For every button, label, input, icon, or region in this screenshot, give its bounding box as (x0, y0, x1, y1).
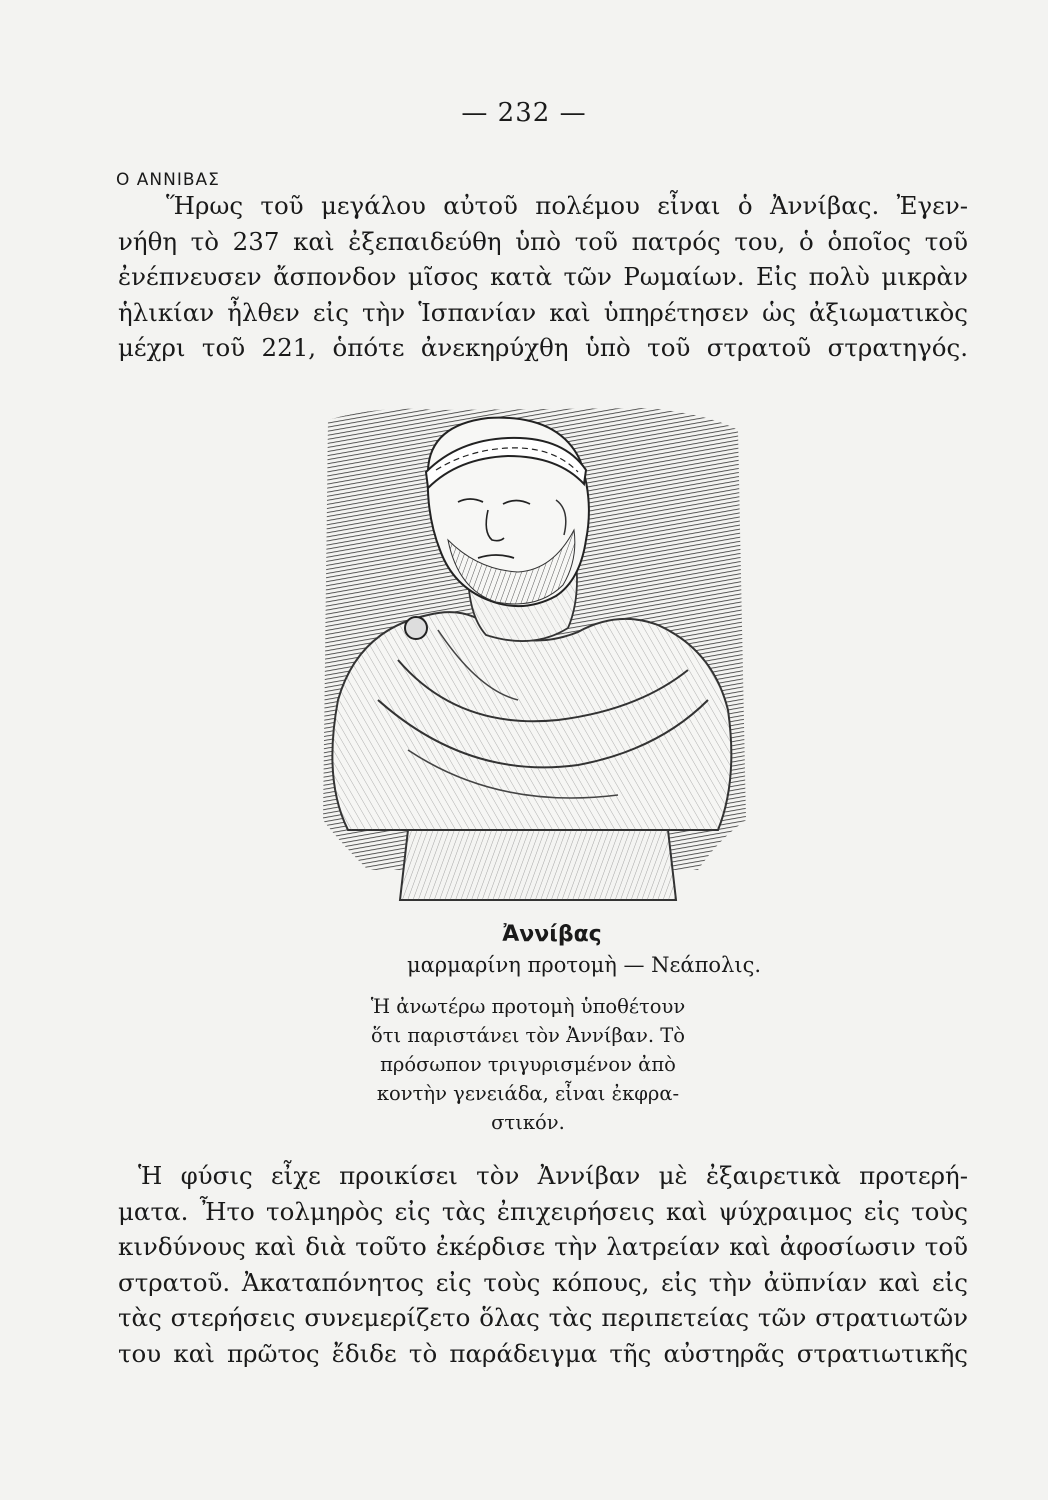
figure-title: Ἀννίβας (502, 922, 602, 947)
text-line: Ἡ φύσις εἶχε προικίσει τὸν Ἀννίβαν μὲ ἐξαιρετικὰ προτερή- (138, 1161, 968, 1190)
figure-note-line: στικόν. (491, 1111, 565, 1134)
paragraph-character (118, 1158, 968, 1371)
side-heading: Ο ΑΝΝΙΒΑΣ (116, 170, 220, 190)
text-line: ἡλικίαν ἦλθεν εἰς τὴν Ἱσπανίαν καὶ ὑπηρέτησεν ὡς ἀξιωματικὸς (118, 297, 968, 327)
figure-note-line: ὅτι παριστάνει τὸν Ἀννίβαν. Τὸ (371, 1024, 685, 1047)
text-line: μέχρι τοῦ 221, ὁπότε ἀνεκηρύχθη ὑπὸ τοῦ στρατοῦ στρατηγός. (118, 333, 968, 362)
text-line: ἐνέπνευσεν ἄσπονδον μῖσος κατὰ τῶν Ρωμαίων. Εἰς πολὺ μικρὰν (118, 262, 968, 291)
figure-note-line: κοντὴν γενειάδα, εἶναι ἐκφρα- (376, 1082, 680, 1105)
text-line: κινδύνους καὶ διὰ τοῦτο ἐκέρδισε τὴν λατρείαν καὶ ἀφοσίωσιν τοῦ (118, 1232, 968, 1261)
figure-subtitle: μαρμαρίνη προτομὴ — Νεάπολις. (406, 953, 762, 977)
figure-note-line: πρόσωπον τριγυρισμένον ἀπὸ (380, 1053, 676, 1076)
figure-note (318, 992, 738, 1137)
paragraph-intro (118, 188, 968, 366)
text-line: Ἥρως τοῦ μεγάλου αὐτοῦ πολέμου εἶναι ὁ Ἀννίβας. Ἐγεν- (166, 191, 968, 220)
text-line: νήθη τὸ 237 καὶ ἐξεπαιδεύθη ὑπὸ τοῦ πατρός του, ὁ ὁποῖος τοῦ (118, 226, 968, 256)
page-number: — 232 — (461, 98, 587, 128)
text-line: τὰς στερήσεις συνεμερίζετο ὅλας τὰς περιπετείας τῶν στρατιωτῶν (118, 1303, 968, 1332)
figure-note-line: Ἡ ἀνωτέρω προτομὴ ὑποθέτουν (370, 995, 686, 1018)
text-line: ματα. Ἦτο τολμηρὸς εἰς τὰς ἐπιχειρήσεις καὶ ψύχραιμος εἰς τοὺς (118, 1196, 968, 1226)
text-line: στρατοῦ. Ἀκαταπόνητος εἰς τοὺς κόπους, εἰς τὴν ἀϋπνίαν καὶ εἰς (118, 1267, 968, 1297)
text-line: του καὶ πρῶτος ἔδιδε τὸ παράδειγμα τῆς αὐστηρᾶς στρατιωτικῆς (118, 1338, 968, 1368)
hannibal-bust-engraving (318, 400, 748, 925)
